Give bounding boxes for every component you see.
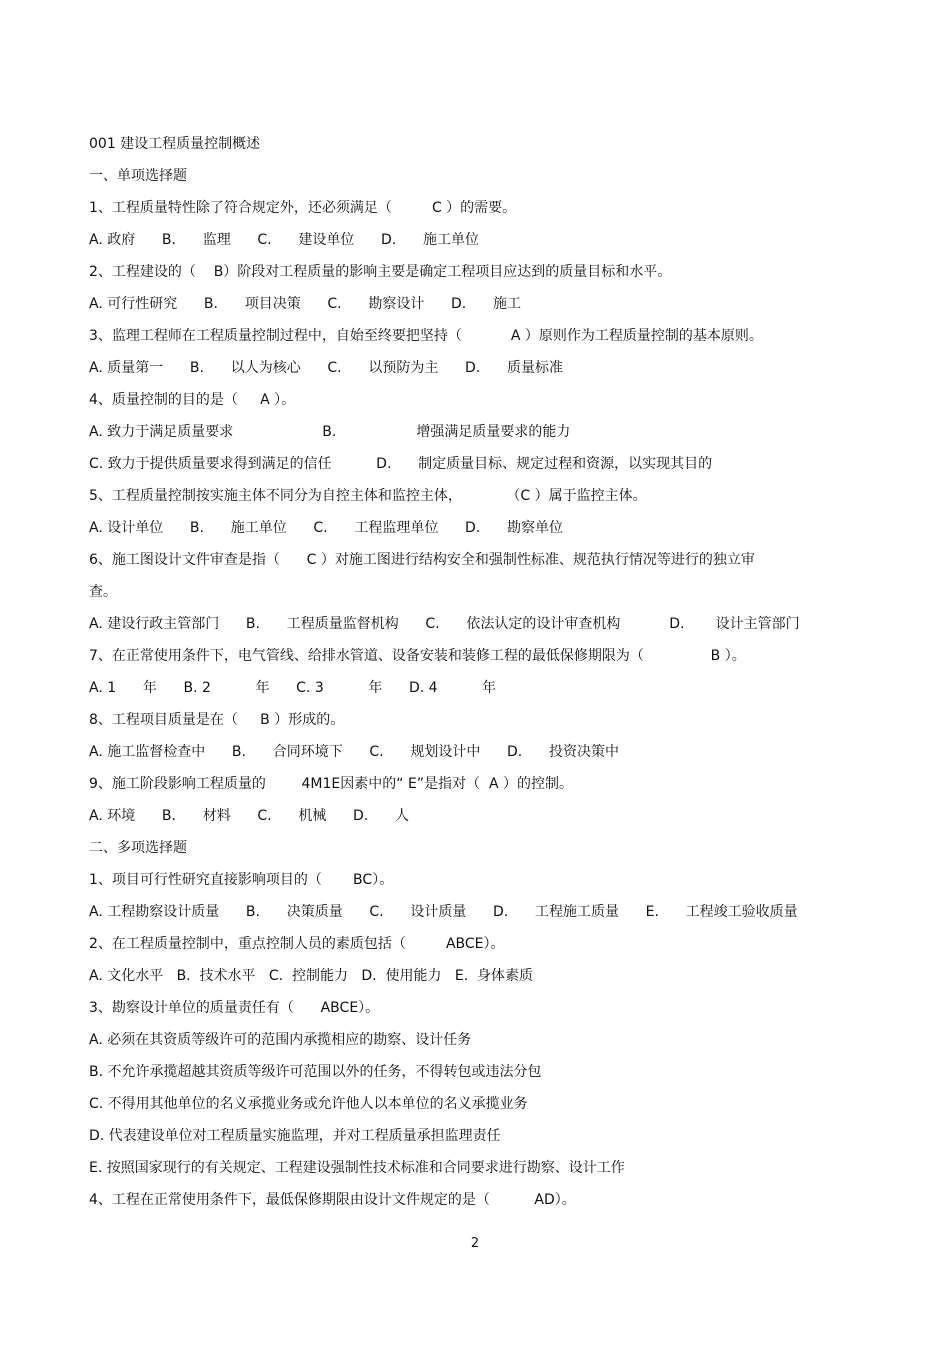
options-8: A. 施工监督检查中 B. 合同环境下 C. 规划设计中 D. 投资决策中 bbox=[89, 744, 619, 760]
question-3: 3、监理工程师在工程质量控制过程中，自始至终要把坚持（ A ）原则作为工程质量控制的基本原则。 bbox=[89, 328, 763, 344]
options-1: A. 政府 B. 监理 C. 建设单位 D. 施工单位 bbox=[89, 232, 479, 248]
question-6-continued: 查。 bbox=[89, 584, 117, 600]
multi-option-3b: B. 不允许承揽超越其资质等级许可范围以外的任务，不得转包或违法分包 bbox=[89, 1064, 542, 1080]
multi-options-2: A. 文化水平 B. 技术水平 C. 控制能力 D. 使用能力 E. 身体素质 bbox=[89, 968, 534, 984]
section-heading-single-choice: 一、单项选择题 bbox=[89, 168, 187, 184]
section-heading-multiple-choice: 二、多项选择题 bbox=[89, 840, 187, 856]
options-4-cd: C. 致力于提供质量要求得到满足的信任 D. 制定质量目标、规定过程和资源，以实现其目的 bbox=[89, 456, 713, 472]
question-2: 2、工程建设的（ B）阶段对工程质量的影响主要是确定工程项目应达到的质量目标和水平。 bbox=[89, 264, 672, 280]
multi-options-1: A. 工程勘察设计质量 B. 决策质量 C. 设计质量 D. 工程施工质量 E. 工程竣工验收质量 bbox=[89, 904, 798, 920]
question-9: 9、施工阶段影响工程质量的 4M1E因素中的“ E”是指对（ A ）的控制。 bbox=[89, 776, 573, 792]
multi-option-3e: E. 按照国家现行的有关规定、工程建设强制性技术标准和合同要求进行勘察、设计工作 bbox=[89, 1160, 625, 1176]
options-5: A. 设计单位 B. 施工单位 C. 工程监理单位 D. 勘察单位 bbox=[89, 520, 563, 536]
question-6: 6、施工图设计文件审查是指（ C ）对施工图进行结构安全和强制性标准、规范执行情况等进行的独立审 bbox=[89, 552, 755, 568]
multi-option-3d: D. 代表建设单位对工程质量实施监理，并对工程质量承担监理责任 bbox=[89, 1128, 501, 1144]
options-9: A. 环境 B. 材料 C. 机械 D. 人 bbox=[89, 808, 409, 824]
question-1: 1、工程质量特性除了符合规定外，还必须满足（ C ）的需要。 bbox=[89, 200, 517, 216]
options-2: A. 可行性研究 B. 项目决策 C. 勘察设计 D. 施工 bbox=[89, 296, 521, 312]
question-8: 8、工程项目质量是在（ B ）形成的。 bbox=[89, 712, 345, 728]
multi-option-3a: A. 必须在其资质等级许可的范围内承揽相应的勘察、设计任务 bbox=[89, 1032, 472, 1048]
question-4: 4、质量控制的目的是（ A ）。 bbox=[89, 392, 296, 408]
multi-question-3: 3、勘察设计单位的质量责任有（ ABCE）。 bbox=[89, 1000, 380, 1016]
question-7: 7、在正常使用条件下，电气管线、给排水管道、设备安装和装修工程的最低保修期限为（ B ）。 bbox=[89, 648, 746, 664]
page-number: 2 bbox=[470, 1236, 480, 1251]
question-5: 5、工程质量控制按实施主体不同分为自控主体和监控主体， （C ）属于监控主体。 bbox=[89, 488, 647, 504]
multi-question-1: 1、项目可行性研究直接影响项目的（ BC）。 bbox=[89, 872, 394, 888]
multi-question-4: 4、工程在正常使用条件下，最低保修期限由设计文件规定的是（ AD）。 bbox=[89, 1192, 576, 1208]
options-7: A. 1 年 B. 2 年 C. 3 年 D. 4 年 bbox=[89, 680, 497, 696]
multi-question-2: 2、在工程质量控制中，重点控制人员的素质包括（ ABCE）。 bbox=[89, 936, 505, 952]
options-4-ab: A. 致力于满足质量要求 B. 增强满足质量要求的能力 bbox=[89, 424, 571, 440]
options-6: A. 建设行政主管部门 B. 工程质量监督机构 C. 依法认定的设计审查机构 D. 设计主管部门 bbox=[89, 616, 800, 632]
document-title: 001 建设工程质量控制概述 bbox=[89, 136, 261, 152]
document-body bbox=[89, 134, 849, 1222]
options-3: A. 质量第一 B. 以人为核心 C. 以预防为主 D. 质量标准 bbox=[89, 360, 563, 376]
multi-option-3c: C. 不得用其他单位的名义承揽业务或允许他人以本单位的名义承揽业务 bbox=[89, 1096, 528, 1112]
